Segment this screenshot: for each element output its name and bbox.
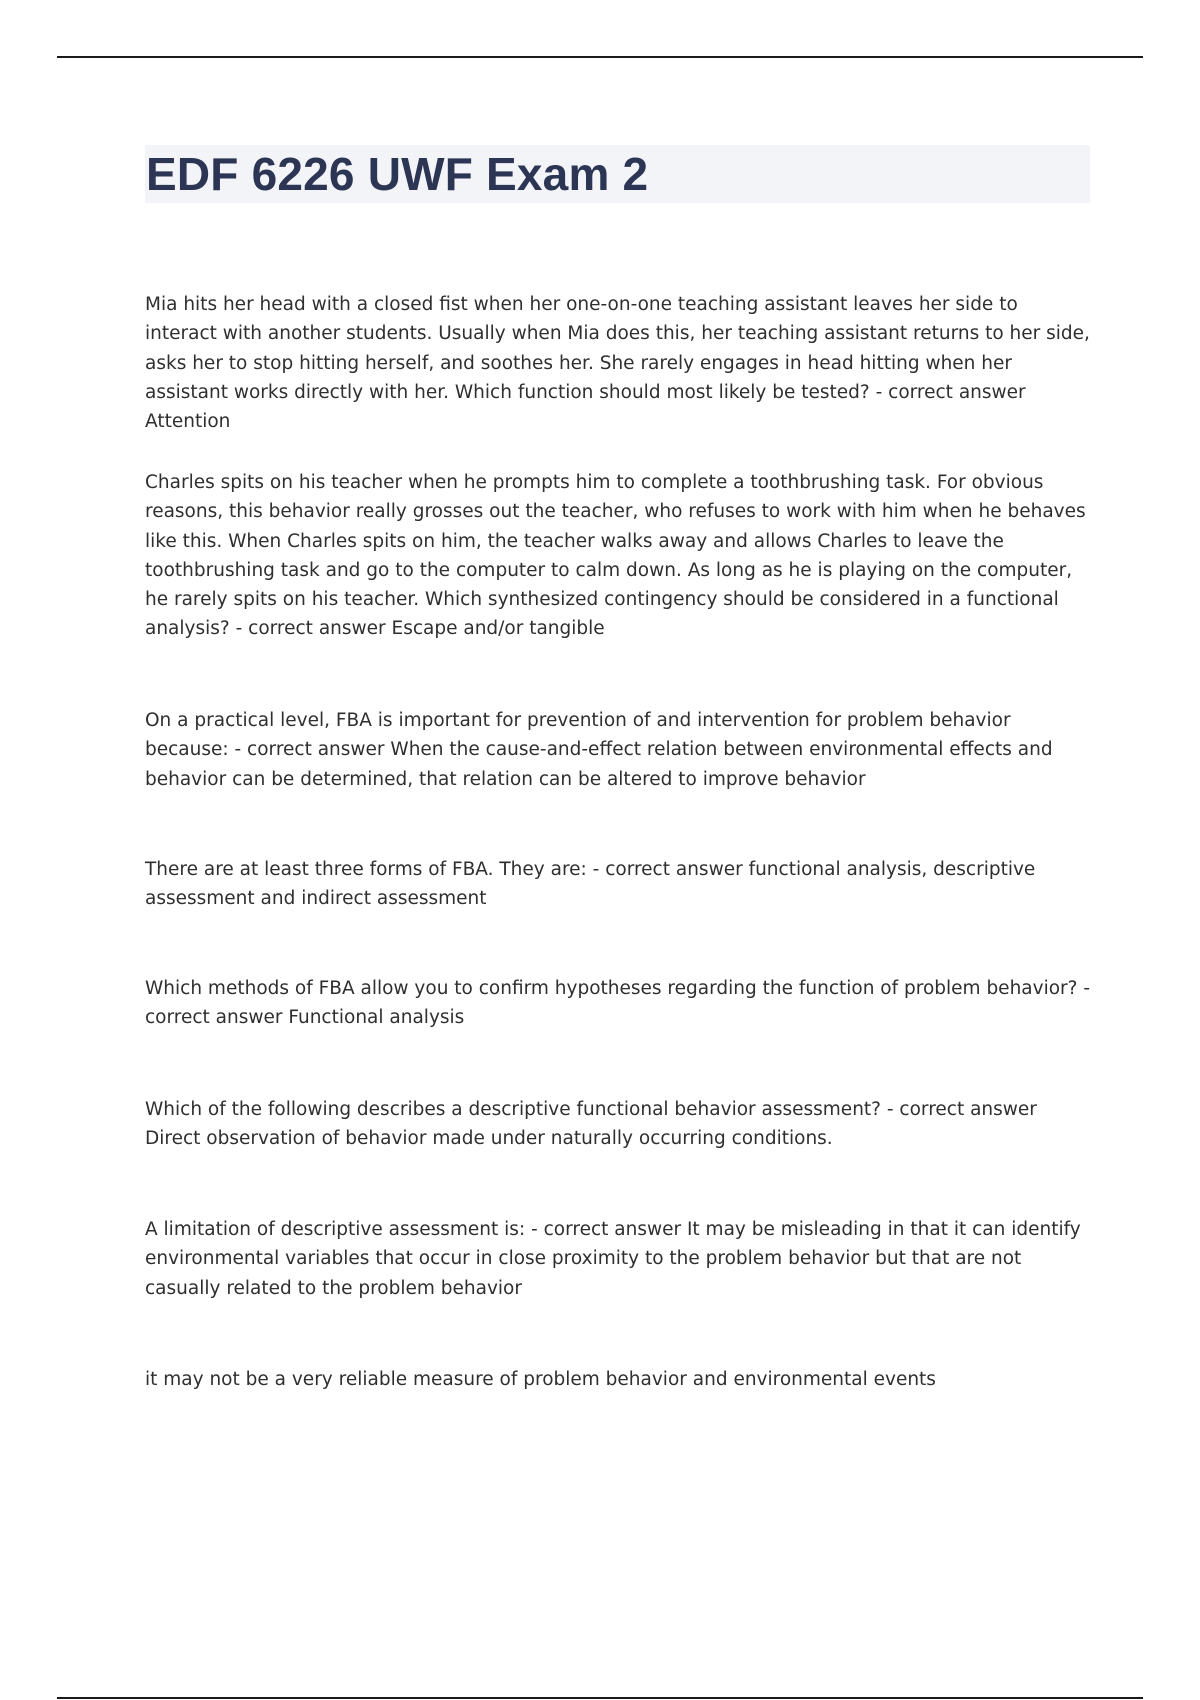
bottom-rule — [57, 1697, 1143, 1699]
qa-item-5: Which methods of FBA allow you to confirm hypotheses regarding the function of problem behavior? - correct answer Functional analysis — [145, 978, 1091, 1029]
qa-item-6: Which of the following describes a descriptive functional behavior assessment? - correct answer Direct observation of behavior made under naturally occurring conditions. — [145, 1099, 1037, 1150]
qa-item-3: On a practical level, FBA is important for prevention of and intervention for problem behavior because: - correct answer When the cause-and-effect relation between environmental effects and behavior can be determined, that relation can be altered to improve behavior — [145, 710, 1053, 790]
document-title: EDF 6226 UWF Exam 2 — [146, 148, 649, 200]
qa-item-1: Mia hits her head with a closed fist when her one-on-one teaching assistant leaves her side to interact with another students. Usually when Mia does this, her teaching assistant returns to her side, asks her to stop hitting herself, and soothes her. She rarely engages in head hitting when her assistant works directly with her. Which function should most likely be tested? - correct answer Attention — [145, 294, 1090, 433]
qa-item-4: There are at least three forms of FBA. They are: - correct answer functional analysis, descriptive assessment and indirect assessment — [145, 859, 1036, 910]
qa-item-7: A limitation of descriptive assessment is: - correct answer It may be misleading in that it can identify environmental variables that occur in close proximity to the problem behavior but that are not casually related to the problem behavior — [145, 1219, 1081, 1299]
qa-item-8: it may not be a very reliable measure of problem behavior and environmental events — [145, 1369, 936, 1390]
qa-item-2: Charles spits on his teacher when he prompts him to complete a toothbrushing task. For obvious reasons, this behavior really grosses out the teacher, who refuses to work with him when he behaves like this. When Charles spits on him, the teacher walks away and allows Charles to leave the toothbrushing task and go to the computer to calm down. As long as he is playing on the computer, he rarely spits on his teacher. Which synthesized contingency should be considered in a functional analysis? - correct answer Escape and/or tangible — [145, 472, 1086, 640]
top-rule — [57, 56, 1143, 58]
